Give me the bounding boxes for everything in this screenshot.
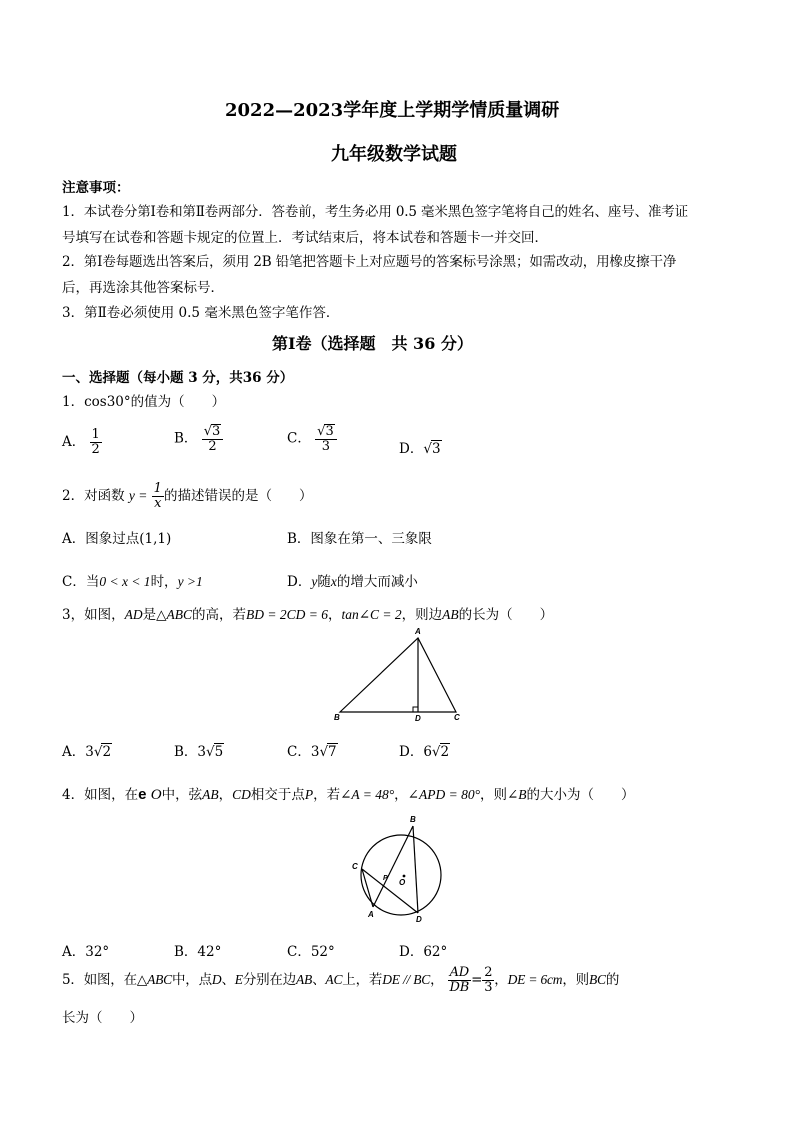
q3-stem-mid1: 是 <box>142 607 157 623</box>
q4-label-b: B <box>410 815 416 824</box>
q3-a-coef: 3 <box>85 744 94 760</box>
q4-sep: ， <box>394 787 408 803</box>
q3-b-rad: 5 <box>214 744 224 760</box>
q5-stem-mid2: 、 <box>221 972 235 988</box>
q4-option-a: A．32° <box>62 944 110 960</box>
q3-right-angle <box>413 707 418 712</box>
q2-option-b: B．图象在第一、三象限 <box>287 531 432 547</box>
q3-stem-mid2: 的高，若 <box>191 607 246 623</box>
q5-stem-post: 的 <box>605 972 620 988</box>
q5-ac: AC <box>325 972 343 987</box>
q4-o: O <box>150 787 162 803</box>
q2-stem <box>62 482 312 511</box>
q5-f-den2: 3 <box>484 980 493 995</box>
q1-stem: 1．cos30°的值为（ ） <box>62 394 226 410</box>
q1-option-d: D．√3 <box>399 441 441 457</box>
q3-b-label: B． <box>174 744 198 760</box>
q1-a-num: 1 <box>91 427 100 442</box>
q3-stem <box>62 603 553 623</box>
q2-c-math: 0 < x < 1 <box>99 574 151 589</box>
q4-center-dot <box>403 875 406 878</box>
notes-line-4: 后，再选涂其他答案标号． <box>62 280 224 296</box>
q3-b-coef: 3 <box>197 744 207 760</box>
q5-tri: △ABC <box>136 972 172 987</box>
q2-option-d <box>287 570 418 590</box>
q2-d-math2: x <box>330 574 337 589</box>
q4-eq1: ∠A = 48° <box>340 787 395 802</box>
q4-stem-mid4: ，则 <box>479 787 507 803</box>
q1-option-c: C． $\frac{√3}{3}$ <box>287 424 337 454</box>
q2-c-mid: 时， <box>150 574 178 590</box>
q1-d-label: D． <box>399 441 424 457</box>
q4-stem <box>62 783 635 804</box>
q3-ab: AB <box>442 607 459 622</box>
q3-c-rad: 7 <box>328 744 337 760</box>
q2-c-math2: y >1 <box>177 574 203 589</box>
q4-comma: ， <box>218 787 233 803</box>
q2-d-mid: 随 <box>317 574 331 590</box>
q3-d-label: D． <box>399 744 424 760</box>
q3-sep: ， <box>327 607 342 623</box>
notes-line-5: 3．第Ⅱ卷必须使用 0.5 毫米黑色签字笔作答． <box>62 305 340 321</box>
q1-b-label: B． <box>174 430 198 447</box>
q1-c-rad: 3 <box>325 424 334 439</box>
q5-sep: ， <box>430 972 444 988</box>
q1-a-den: 2 <box>91 442 100 457</box>
q4-stem-post: 的大小为（ ） <box>526 787 635 803</box>
q5-bc: BC <box>588 972 606 987</box>
q5-stem <box>62 966 619 995</box>
q2-option-a: A．图象过点(1,1) <box>62 531 172 547</box>
q1-b-rad: 3 <box>212 424 221 439</box>
q3-ad: AD <box>124 607 143 622</box>
q3-option-c: C．3√7 <box>287 744 337 760</box>
q4-stem-mid3: ，若 <box>313 787 341 803</box>
q1-b-den: 2 <box>208 439 217 454</box>
q4-stem-mid1: 中，弦 <box>161 787 203 803</box>
q2-d-post: 的增大而减小 <box>336 574 418 590</box>
q1-c-den: 3 <box>321 439 331 454</box>
exam-subtitle: 九年级数学试题 <box>331 144 457 165</box>
q4-figure <box>346 812 446 932</box>
q3-eq1: BD = 2CD = 6 <box>245 607 328 622</box>
q1-d-rad: 3 <box>431 441 441 457</box>
q4-circle-symbol: e <box>138 786 147 803</box>
q5-f-num: AD <box>448 966 472 981</box>
q5-stem-mid4: 、 <box>312 972 326 988</box>
notes-line-1: 1．本试卷分第Ⅰ卷和第Ⅱ卷两部分．答卷前，考生务必用 0.5 毫米黑色签字笔将自己的姓名、座号、准考证 <box>62 204 688 220</box>
q5-stem-pre: 5．如图，在 <box>62 972 137 988</box>
q3-c-label: C． <box>287 744 311 760</box>
q4-option-b: B．42° <box>174 944 222 960</box>
q3-c-coef: 3 <box>310 744 320 760</box>
q4-chord-cd <box>362 869 418 913</box>
q5-stem-mid3: 分别在边 <box>242 972 297 988</box>
q3-tri: △ABC <box>156 607 192 622</box>
q5-stem-mid5: 上，若 <box>342 972 383 988</box>
q5-par: DE // BC <box>382 972 431 987</box>
q4-stem-mid2: 相交于点 <box>250 787 305 803</box>
part-title: 一、选择题（每小题 3 分，共36 分） <box>62 370 294 386</box>
q5-f-eq: = <box>471 972 483 988</box>
q2-stem-post: 的描述错误的是（ ） <box>163 488 313 504</box>
q3-stem-pre: 3，如图， <box>62 607 125 623</box>
q4-label-c: C <box>352 862 358 871</box>
q1-option-b: B． $\frac{√3}{2}$ <box>174 424 223 454</box>
q1-c-label: C． <box>287 430 311 447</box>
q4-circle <box>361 835 441 915</box>
q5-stem-mid1: 中，点 <box>171 972 212 988</box>
q2-stem-y: y = <box>128 488 148 503</box>
q5-e: E <box>234 972 243 987</box>
q2-d-pre: D． <box>287 574 312 590</box>
q3-triangle <box>340 638 456 712</box>
q4-angb: ∠B <box>506 787 527 802</box>
q5-stem-mid6: ，则 <box>562 972 589 988</box>
q4-eq2: ∠APD = 80° <box>407 787 480 802</box>
q4-label-a: A <box>368 910 374 919</box>
q4-p: P <box>304 787 314 802</box>
q3-figure <box>330 624 470 724</box>
q3-d-coef: 6 <box>423 744 432 760</box>
q2-option-c <box>62 570 203 590</box>
q4-stem-pre: 4．如图，在 <box>62 787 139 803</box>
notes-heading: 注意事项： <box>62 180 130 196</box>
q2-d-math: y <box>311 574 318 589</box>
q2-c-pre: C．当 <box>62 574 100 590</box>
q5-d: D <box>211 972 222 987</box>
q3-d-rad: 2 <box>440 744 450 760</box>
q3-stem-post: 的长为（ ） <box>458 607 554 623</box>
q5-de: DE = 6cm <box>507 972 563 987</box>
q4-label-o: O <box>399 878 406 887</box>
q3-stem-mid3: ，则边 <box>401 607 443 623</box>
q3-option-d: D．6√2 <box>399 744 450 760</box>
q4-option-d: D．62° <box>399 944 448 960</box>
q3-a-rad: 2 <box>102 744 112 760</box>
q3-label-d: D <box>415 714 421 723</box>
q4-option-c: C．52° <box>287 944 335 960</box>
notes-line-3: 2．第Ⅰ卷每题选出答案后，须用 2B 铅笔把答题卡上对应题号的答案标号涂黑；如需改动，用橡皮擦干净 <box>62 254 677 270</box>
q5-ab: AB <box>296 972 313 987</box>
exam-title: 2022—2023学年度上学期学情质量调研 <box>225 100 560 121</box>
q1-option-a <box>62 428 102 457</box>
q3-eq2: tan∠C = 2 <box>341 607 402 622</box>
q2-stem-den: x <box>154 496 162 511</box>
q4-ab: AB <box>202 787 219 802</box>
q5-line-2: 长为（ ） <box>62 1010 143 1026</box>
section-title: 第Ⅰ卷（选择题 共 36 分） <box>272 334 473 353</box>
q5-f-num2: 2 <box>484 965 493 980</box>
q4-label-d: D <box>416 915 422 924</box>
q3-label-b: B <box>334 713 340 722</box>
q4-chord-ab <box>373 826 413 907</box>
q3-a-label: A． <box>62 744 86 760</box>
notes-line-2: 号填写在试卷和答题卡规定的位置上．考试结束后，将本试卷和答题卡一并交回． <box>62 230 548 246</box>
q2-stem-num: 1 <box>153 481 162 496</box>
q2-stem-pre: 2．对函数 <box>62 488 125 504</box>
q4-cd: CD <box>232 787 251 802</box>
q3-option-a: A．3√2 <box>62 744 112 760</box>
q1-a-label: A． <box>62 434 86 450</box>
q5-f-den: DB <box>449 980 470 995</box>
q5-sep2: ， <box>494 972 508 988</box>
q3-option-b: B．3√5 <box>174 744 224 760</box>
q4-label-p: P <box>383 875 388 882</box>
q3-label-a: A <box>415 627 421 636</box>
q3-label-c: C <box>454 713 460 722</box>
